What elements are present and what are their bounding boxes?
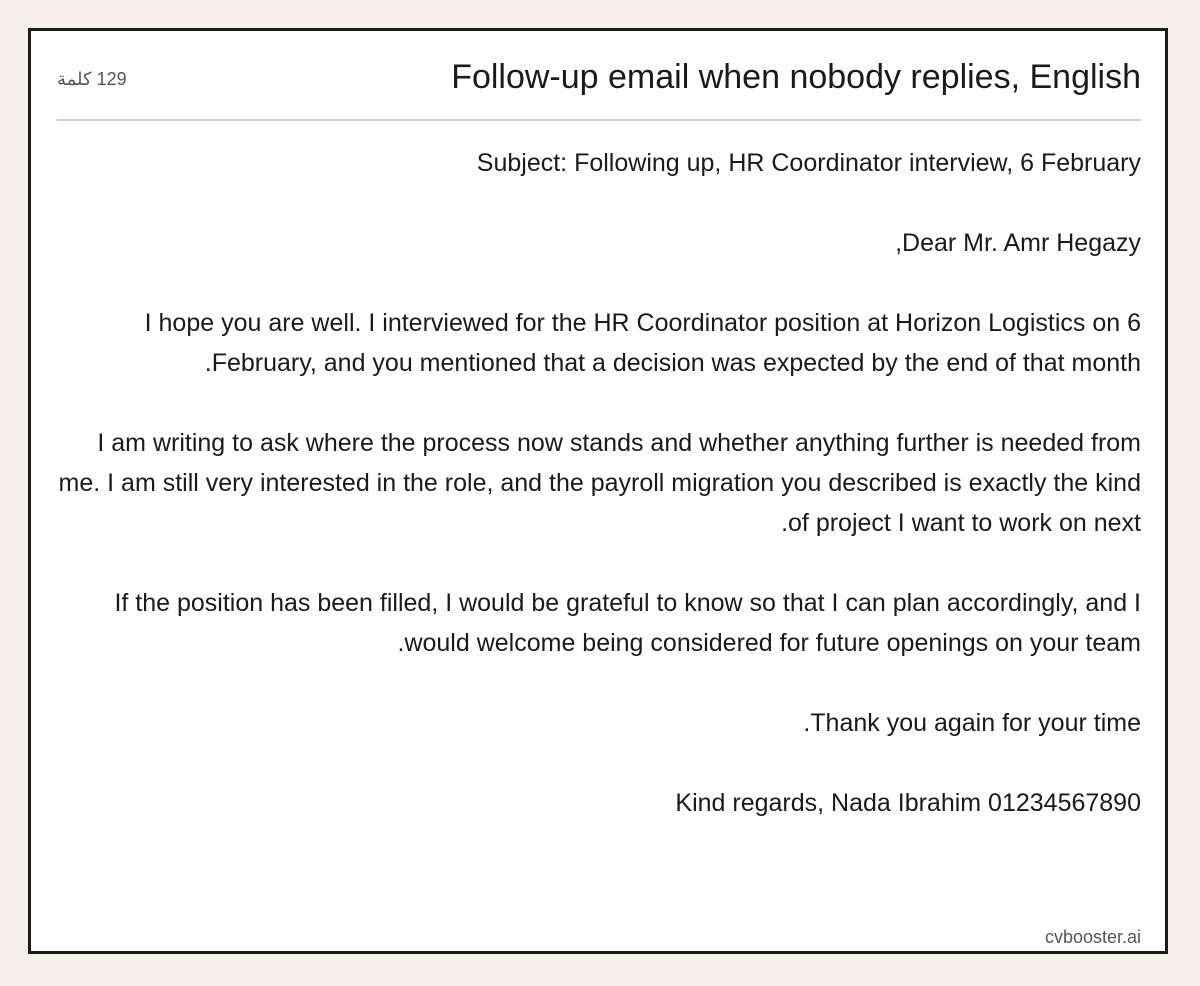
email-paragraph-3: If the position has been filled, I would be grateful to know so that I can plan accordingly, and I would welcome being considered for future openings on your team. — [114, 589, 1141, 657]
email-subject: Subject: Following up, HR Coordinator interview, 6 February — [476, 149, 1141, 177]
email-paragraph-2: I am writing to ask where the process now stands and whether anything further is needed from me. I am still very interested in the role, and the payroll migration you described is exactly the kind of project I want to work on next. — [58, 429, 1141, 537]
email-paragraph-4: Thank you again for your time. — [803, 709, 1141, 737]
email-signoff: Kind regards, Nada Ibrahim 01234567890 — [675, 789, 1141, 817]
card-header — [57, 31, 1141, 121]
word-count-label: 129 كلمة — [57, 69, 127, 89]
page-title: Follow-up email when nobody replies, English — [451, 58, 1141, 96]
email-template-card — [28, 28, 1168, 954]
brand-watermark: cvbooster.ai — [1044, 927, 1141, 947]
email-greeting: Dear Mr. Amr Hegazy, — [895, 229, 1141, 257]
email-body — [57, 143, 1141, 823]
email-paragraph-1: I hope you are well. I interviewed for the HR Coordinator position at Horizon Logistics on 6 February, and you mentioned that a decision was expected by the end of that month. — [144, 309, 1141, 377]
